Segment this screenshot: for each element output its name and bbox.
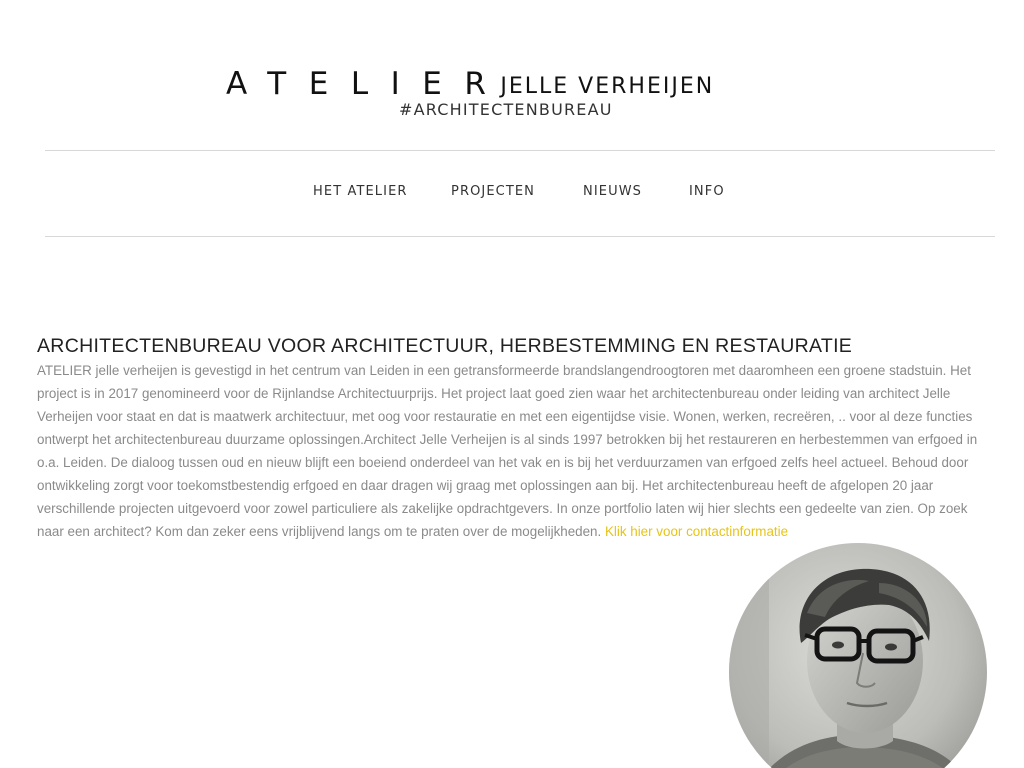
logo-name-text: JELLE VERHEIJEN bbox=[500, 74, 715, 99]
site-logo[interactable] bbox=[226, 62, 826, 126]
logo-wordmark bbox=[226, 66, 714, 102]
nav-divider-top bbox=[45, 150, 995, 151]
intro-text: ATELIER jelle verheijen is gevestigd in het centrum van Leiden in een getransformeerde brandslangendroogtoren met daaromheen een groene stadstuin. Het project is in 2017 genomineerd voor de Rijnlandse Architectuurprijs. Het project laat goed zien waar het architectenbureau onder leiding van architect Jelle Verheijen voor staat en dat is maatwerk architectuur, met oog voor restauratie en met een eigentijdse visie. Wonen, werken, recreëren, .. voor al deze functies ontwerpt het architectenbureau duurzame oplossingen.Architect Jelle Verheijen is al sinds 1997 betrokken bij het restaureren en herbestemmen van erfgoed in o.a. Leiden. De dialoog tussen oud en nieuw blijft een boeiend onderdeel van het vak en is bij het verduurzamen van erfgoed zelfs heel actueel. Behoud door ontwikkeling zorgt voor toekomstbestendig erfgoed en daar dragen wij graag met oplossingen aan bij. Het architectenbureau heeft de afgelopen 20 jaar verschillende projecten uitgevoerd voor zowel particuliere als zakelijke opdrachtgevers. In onze portfolio laten wij hier slechts een gedeelte van zien. Op zoek naar een architect? Kom dan zeker eens vrijblijvend langs om te praten over de mogelijkheden. bbox=[37, 363, 978, 539]
intro-paragraph bbox=[37, 359, 997, 543]
nav-item-info[interactable]: INFO bbox=[689, 184, 725, 199]
nav-divider-bottom bbox=[45, 236, 995, 237]
nav-item-het-atelier[interactable]: HET ATELIER bbox=[313, 184, 408, 199]
logo-tagline: #ARCHITECTENBUREAU bbox=[399, 100, 613, 119]
architect-portrait bbox=[729, 543, 987, 768]
logo-atelier-text: ATELIER bbox=[226, 66, 509, 102]
contact-link[interactable]: Klik hier voor contactinformatie bbox=[604, 524, 789, 539]
portrait-photo bbox=[729, 543, 987, 768]
nav-item-nieuws[interactable]: NIEUWS bbox=[583, 184, 642, 199]
page-heading: ARCHITECTENBUREAU VOOR ARCHITECTUUR, HERBESTEMMING EN RESTAURATIE bbox=[37, 335, 853, 357]
main-navigation bbox=[0, 184, 1024, 204]
nav-item-projecten[interactable]: PROJECTEN bbox=[451, 184, 536, 199]
